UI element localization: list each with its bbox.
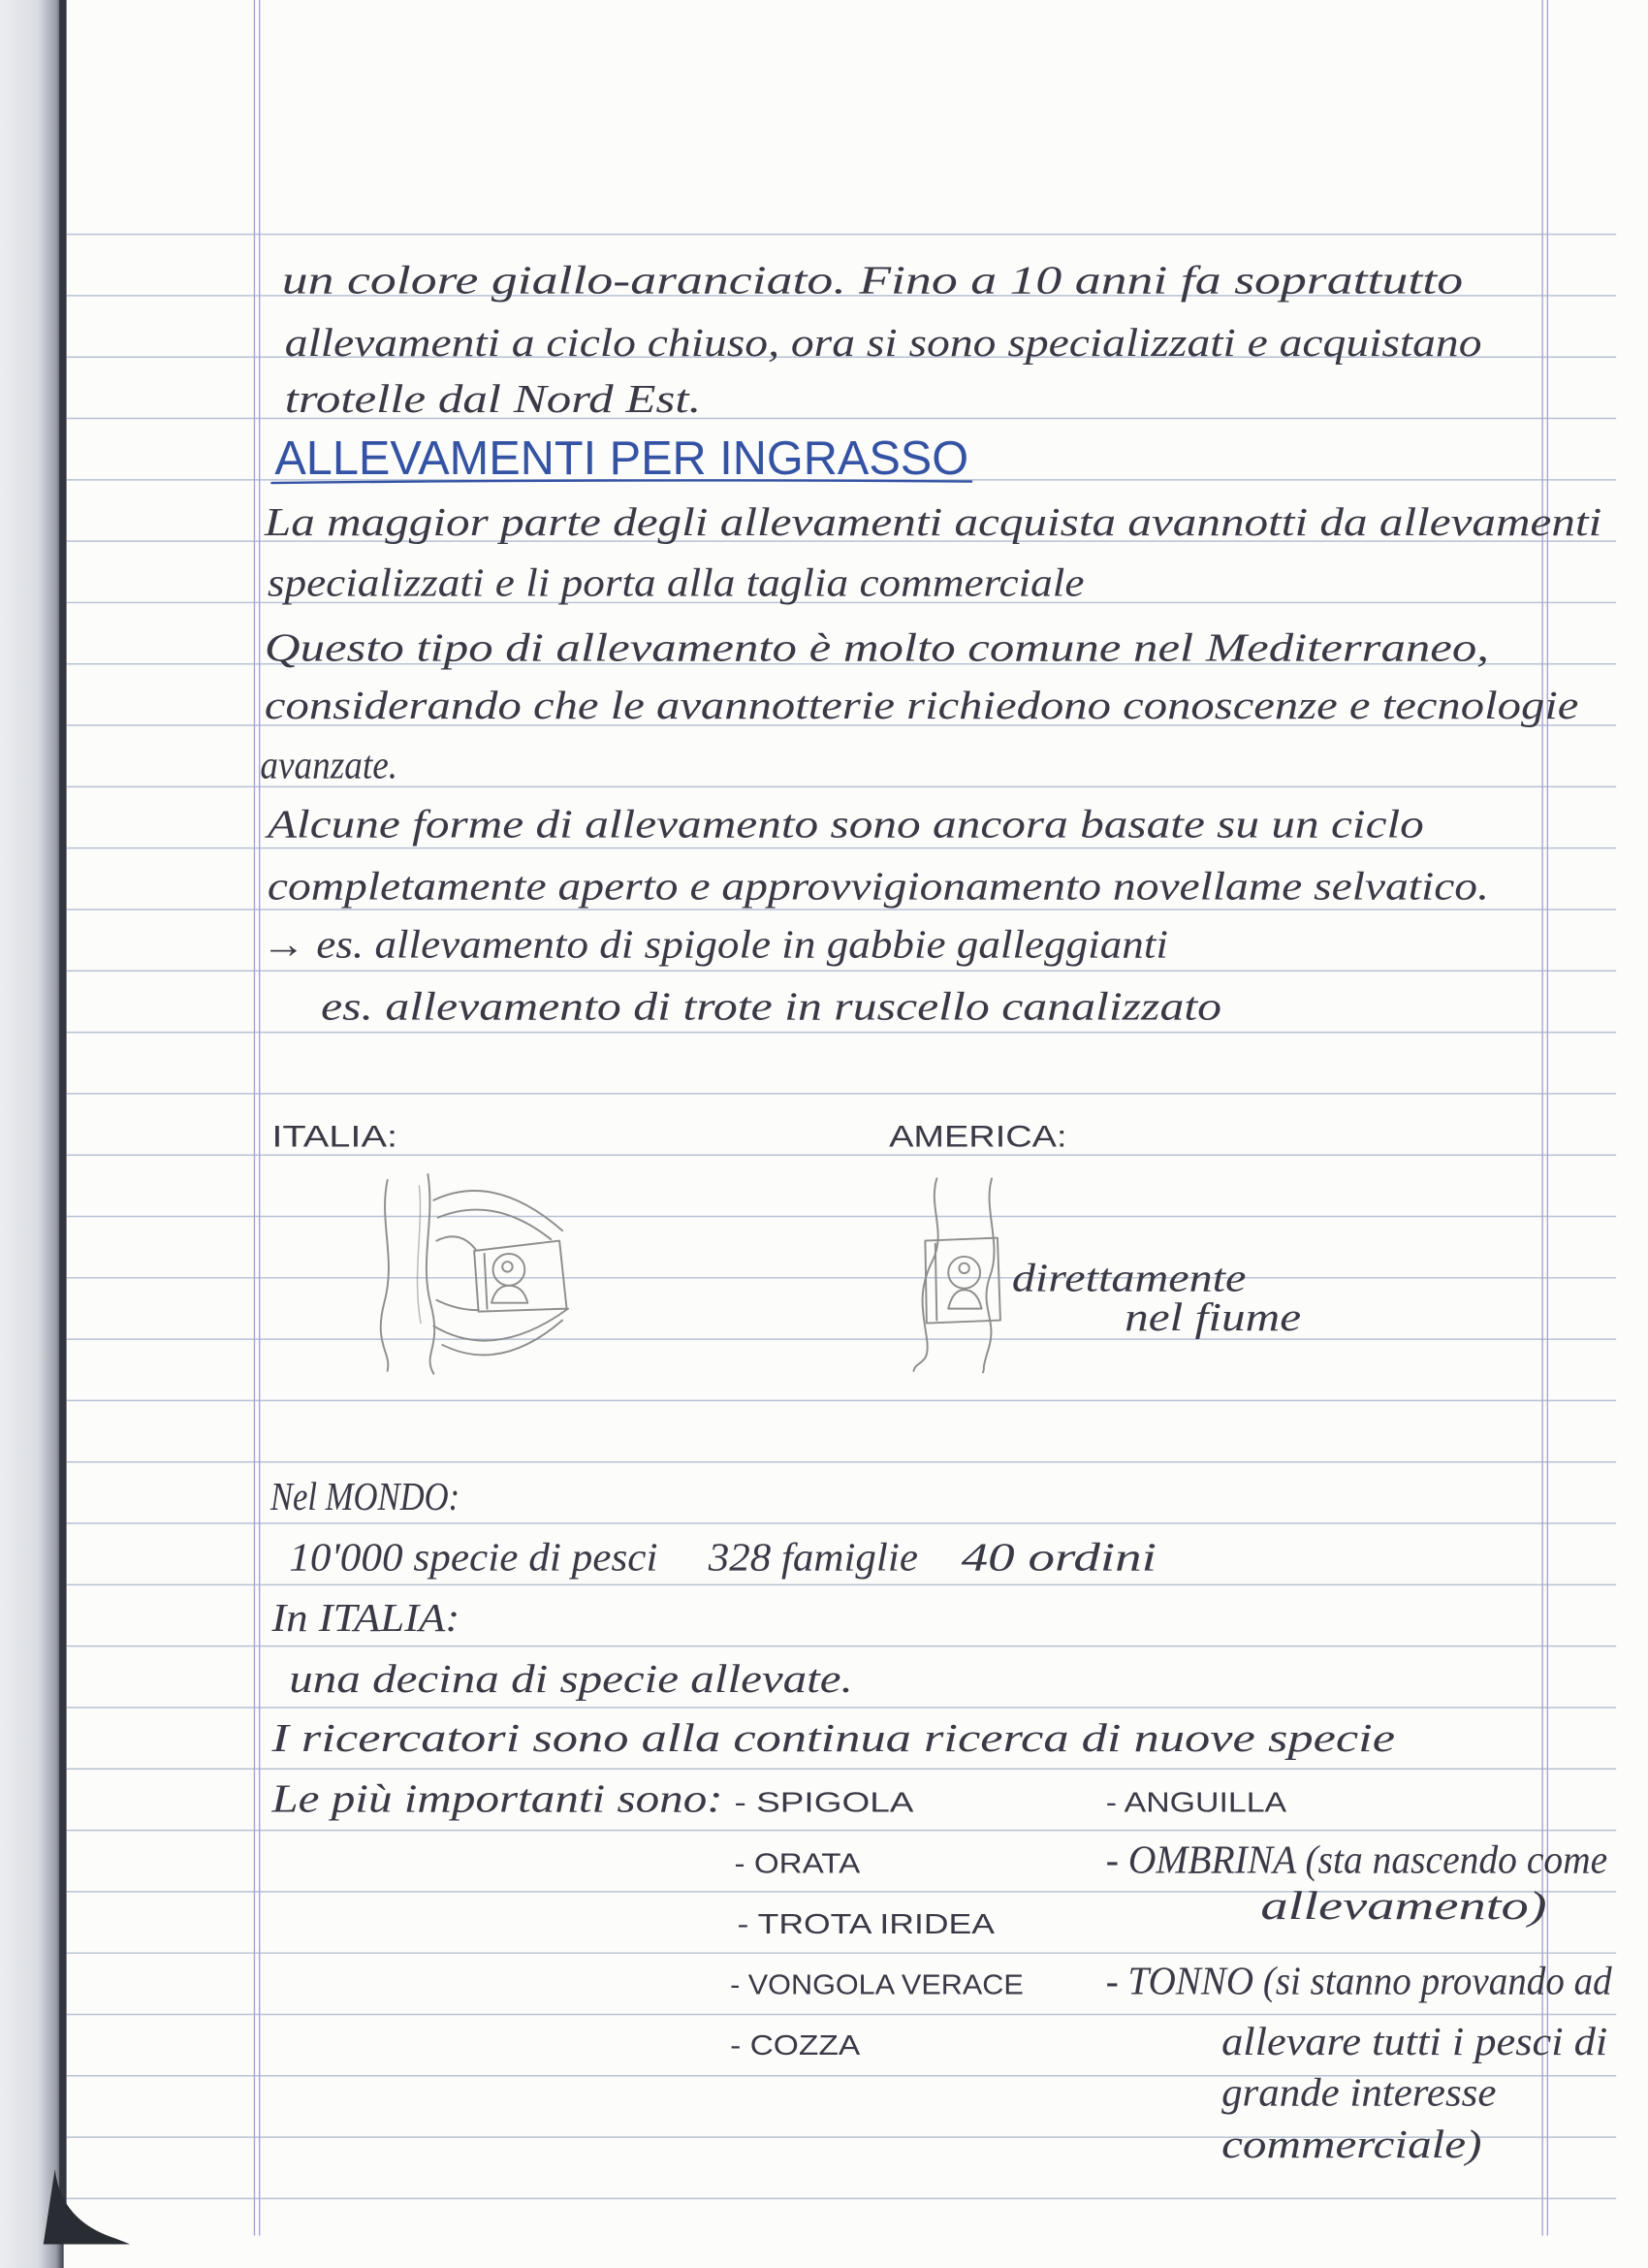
section-heading: ALLEVAMENTI PER INGRASSO xyxy=(274,431,969,486)
species-item: - SPIGOLA xyxy=(734,1787,914,1819)
note-line: Questo tipo di allevamento è molto comune nel Mediterraneo, xyxy=(264,625,1489,671)
scanner-edge xyxy=(0,0,64,2268)
species-item: - TROTA IRIDEA xyxy=(737,1908,996,1940)
species-item-continuation: grande interesse xyxy=(1221,2070,1497,2116)
italia-label: ITALIA: xyxy=(271,1119,398,1154)
species-item-continuation: allevare tutti i pesci di xyxy=(1221,2020,1608,2065)
species-item-continuation: commerciale) xyxy=(1221,2123,1482,2168)
note-line: allevamenti a ciclo chiuso, ora si sono specializzati e acquistano xyxy=(284,320,1482,366)
note-line: La maggior parte degli allevamenti acquista avannotti da allevamenti xyxy=(263,499,1602,545)
example-line: es. allevamento di trote in ruscello canalizzato xyxy=(321,984,1222,1030)
species-item: - VONGOLA VERACE xyxy=(730,1969,1024,2001)
italy-farmed-species: una decina di specie allevate. xyxy=(289,1656,853,1702)
america-note-line: direttamente xyxy=(1011,1256,1247,1301)
world-orders-count: 40 ordini xyxy=(961,1535,1157,1581)
example-line: → es. allevamento di spigole in gabbie galleggianti xyxy=(261,922,1168,968)
species-item-continuation: allevamento) xyxy=(1260,1883,1547,1929)
species-item: - ANGUILLA xyxy=(1105,1787,1287,1819)
note-line: considerando che le avannotterie richiedono conoscenze e tecnologie xyxy=(264,684,1579,729)
species-item: - OMBRINA (sta nascendo come xyxy=(1105,1837,1608,1883)
page-binding-edge xyxy=(59,0,66,2236)
note-line: specializzati e li porta alla taglia commerciale xyxy=(267,560,1085,606)
species-list-intro: Le più importanti sono: xyxy=(270,1776,723,1822)
world-heading: Nel MONDO: xyxy=(269,1474,460,1519)
note-line: un colore giallo-aranciato. Fino a 10 anni fa soprattutto xyxy=(281,258,1464,303)
species-item: - TONNO (si stanno provando ad xyxy=(1105,1959,1612,2004)
world-families-count: 328 famiglie xyxy=(707,1535,918,1581)
italy-research: I ricercatori sono alla continua ricerca di nuove specie xyxy=(270,1715,1396,1761)
note-line: trotelle dal Nord Est. xyxy=(284,377,702,423)
note-line: completamente aperto e approvvigionamento novellame selvatico. xyxy=(267,864,1489,910)
america-note-line: nel fiume xyxy=(1125,1295,1302,1341)
note-line: Alcune forme di allevamento sono ancora basate su un ciclo xyxy=(264,802,1424,847)
italy-heading: In ITALIA: xyxy=(270,1596,460,1642)
world-species-count: 10'000 specie di pesci xyxy=(289,1535,658,1581)
america-label: AMERICA: xyxy=(889,1119,1067,1154)
species-item: - COZZA xyxy=(730,2030,861,2062)
species-item: - ORATA xyxy=(734,1848,861,1880)
note-line: avanzate. xyxy=(260,743,398,788)
